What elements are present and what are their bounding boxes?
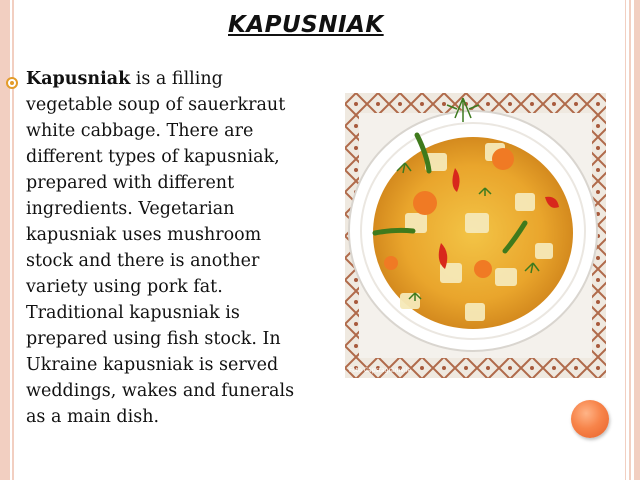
body-line: white cabbage. There are [26, 121, 254, 141]
soup-photo [345, 93, 606, 378]
left-decor-line [12, 0, 14, 480]
body-line: Ukraine kapusniak is served [26, 355, 279, 375]
body-line: ingredients. Vegetarian [26, 199, 235, 219]
body-line: prepared using fish stock. In [26, 329, 281, 349]
body-line: weddings, wakes and funerals [26, 381, 295, 401]
soup-illustration [345, 93, 606, 378]
body-line: stock and there is another [26, 251, 260, 271]
body-line: is a filling [130, 69, 223, 89]
right-decor-line [629, 0, 631, 480]
right-decor-line-thin [625, 0, 626, 480]
body-line: different types of kapusniak, [26, 147, 280, 167]
body-line: variety using pork fat. [26, 277, 223, 297]
body-line: as a main dish. [26, 407, 160, 427]
slide-title: KAPUSNIAK [228, 12, 384, 38]
photo-credit: Foto Capstagramvile [349, 367, 412, 374]
right-decor-bar [634, 0, 640, 480]
body-text [26, 66, 346, 430]
body-bold-term: Kapusniak [26, 69, 131, 89]
body-line: kapusniak uses mushroom [26, 225, 262, 245]
body-line: Traditional kapusniak is [26, 303, 240, 323]
body-line: vegetable soup of sauerkraut [26, 95, 286, 115]
body-line: prepared with different [26, 173, 235, 193]
left-decor-bar [0, 0, 10, 480]
circle-bullet-icon [6, 77, 18, 89]
orange-circle-icon [571, 400, 609, 438]
